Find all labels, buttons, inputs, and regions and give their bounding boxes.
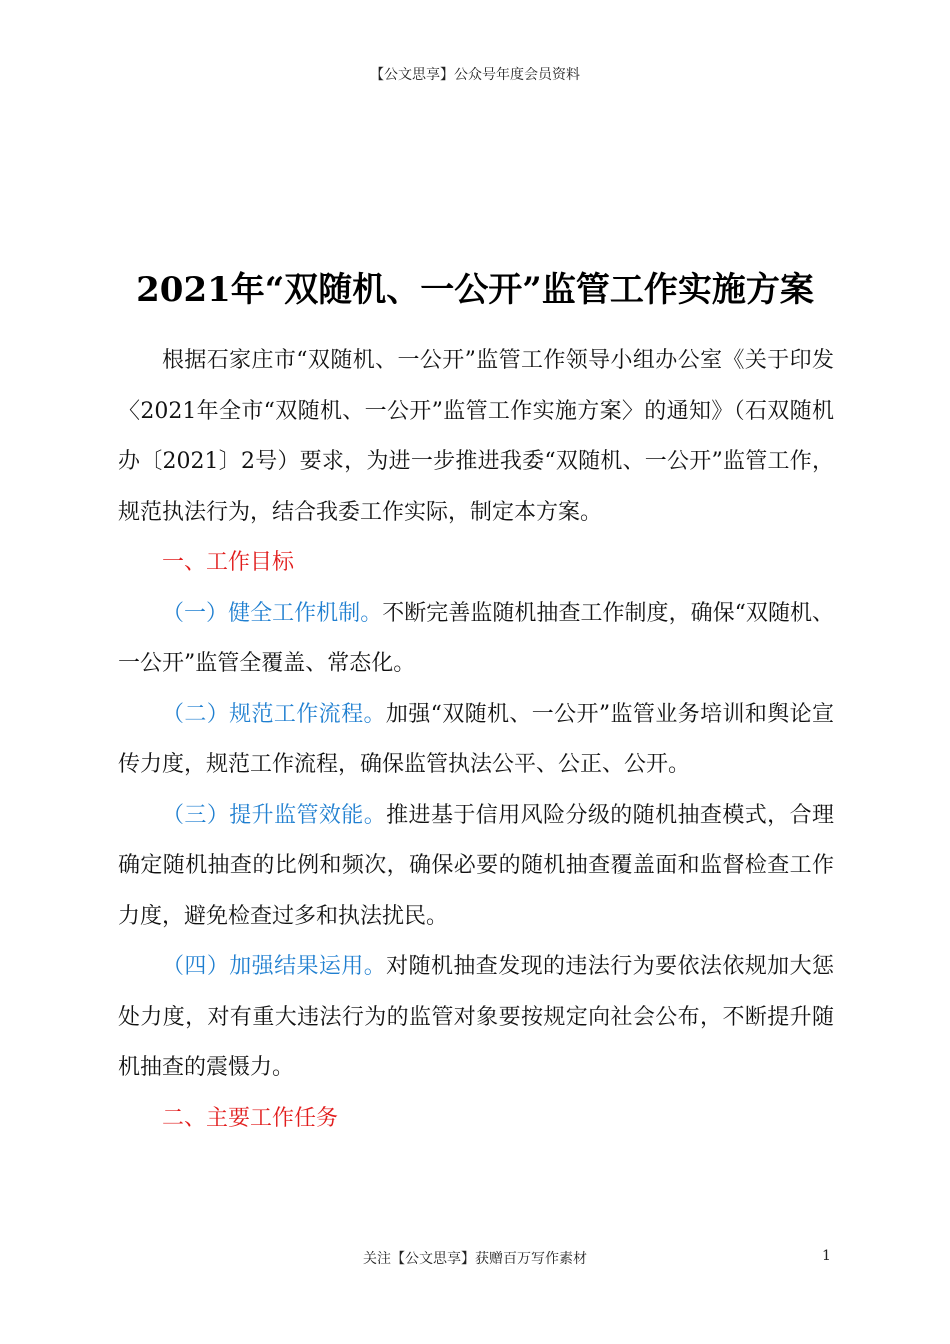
goal-item-3-label: （三）提升监管效能。 bbox=[162, 802, 387, 828]
page-number: 1 bbox=[822, 1248, 831, 1264]
section-heading-goals: 一、工作目标 bbox=[162, 550, 295, 575]
goal-item-1 bbox=[118, 589, 834, 690]
goal-item-2-text: 加强“双随机、一公开”监管业务培训和舆论宣传力度，规范工作流程，确保监管执法公平、公正、公开。 bbox=[118, 701, 834, 777]
page-header: 【公文思享】公众号年度会员资料 bbox=[370, 67, 580, 83]
goal-item-1-text: 不断完善监随机抽查工作制度，确保“双随机、一公开”监管全覆盖、常态化。 bbox=[118, 600, 834, 676]
goal-item-1-label: （一）健全工作机制。 bbox=[162, 600, 383, 626]
section-heading-tasks: 二、主要工作任务 bbox=[162, 1105, 339, 1131]
goal-item-2-label: （二）规范工作流程。 bbox=[162, 701, 386, 727]
goal-item-4-text: 对随机抽查发现的违法行为要依法依规加大惩处力度，对有重大违法行为的监管对象要按规定向社会公布，不断提升随机抽查的震慑力。 bbox=[118, 954, 834, 1080]
goal-item-3-text: 推进基于信用风险分级的随机抽查模式，合理确定随机抽查的比例和频次，确保必要的随机抽查覆盖面和监督检查工作力度，避免检查过多和执法扰民。 bbox=[118, 802, 834, 929]
goal-item-4-label: （四）加强结果运用。 bbox=[162, 954, 387, 979]
goal-item-4 bbox=[118, 942, 834, 1094]
intro-paragraph: 根据石家庄市“双随机、一公开”监管工作领导小组办公室《关于印发〈2021年全市“双随机、一公开”监管工作实施方案〉的通知》（石双随机办〔2021〕2号）要求，为进一步推进我委“双随机、一公开”监管工作，规范执法行为，结合我委工作实际，制定本方案。 bbox=[118, 348, 834, 525]
document-body bbox=[118, 336, 834, 1144]
goal-item-2 bbox=[118, 690, 834, 791]
document-title: 2021年“双随机、一公开”监管工作实施方案 bbox=[136, 270, 814, 310]
goal-item-3 bbox=[118, 791, 834, 943]
page-footer: 关注【公文思享】获赠百万写作素材 bbox=[363, 1251, 587, 1267]
